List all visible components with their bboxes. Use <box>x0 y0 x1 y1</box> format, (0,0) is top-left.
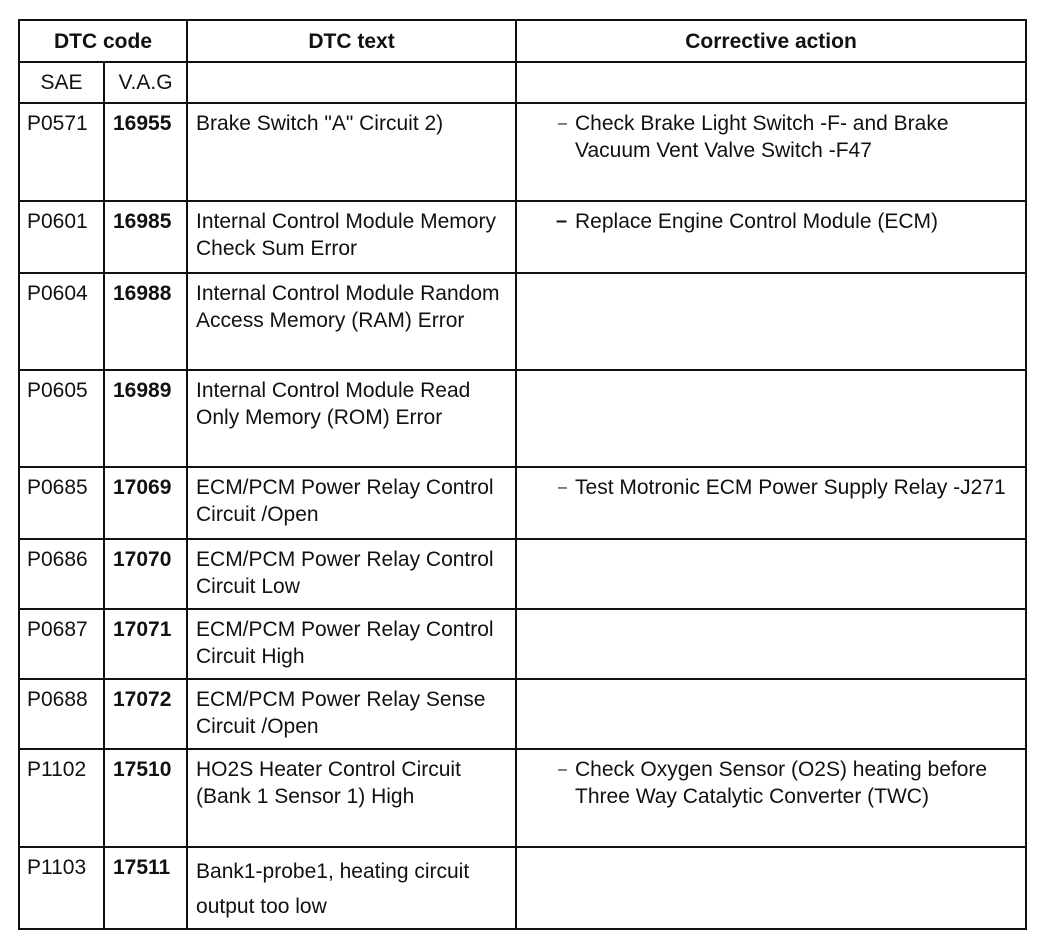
vag-code: 17071 <box>104 609 187 679</box>
dash-bullet-icon: – <box>556 210 568 232</box>
corrective-action <box>516 679 1026 749</box>
action-text: Replace Engine Control Module (ECM) <box>575 210 939 233</box>
vag-code: 17072 <box>104 679 187 749</box>
subheader-sae: SAE <box>19 62 104 103</box>
table-row <box>19 539 1026 609</box>
table-row <box>19 201 1026 273</box>
vag-code: 17070 <box>104 539 187 609</box>
action-text: Test Motronic ECM Power Supply Relay -J271 <box>575 476 1006 499</box>
action-item <box>558 110 1017 164</box>
dash-bullet-icon: – <box>558 761 567 778</box>
vag-code: 16989 <box>104 370 187 467</box>
corrective-action <box>516 370 1026 467</box>
sae-code: P0604 <box>19 273 104 370</box>
table-row <box>19 609 1026 679</box>
vag-code: 17511 <box>104 847 187 929</box>
corrective-action <box>516 201 1026 273</box>
sae-code: P0571 <box>19 103 104 201</box>
action-item <box>556 208 1017 235</box>
vag-code: 17510 <box>104 749 187 847</box>
header-dtc-code: DTC code <box>19 20 187 62</box>
dtc-text: Internal Control Module Memory Check Sum Error <box>187 201 516 273</box>
vag-code: 16985 <box>104 201 187 273</box>
dtc-text: Internal Control Module Read Only Memory (ROM) Error <box>187 370 516 467</box>
sae-code: P0688 <box>19 679 104 749</box>
table-row <box>19 847 1026 929</box>
dtc-text: ECM/PCM Power Relay Control Circuit High <box>187 609 516 679</box>
dtc-text: ECM/PCM Power Relay Control Circuit /Open <box>187 467 516 539</box>
dtc-table <box>18 19 1027 930</box>
table-row <box>19 467 1026 539</box>
subheader-empty-action <box>516 62 1026 103</box>
vag-code: 17069 <box>104 467 187 539</box>
corrective-action <box>516 467 1026 539</box>
dash-bullet-icon: – <box>558 115 567 132</box>
dtc-text: ECM/PCM Power Relay Control Circuit Low <box>187 539 516 609</box>
dtc-text: ECM/PCM Power Relay Sense Circuit /Open <box>187 679 516 749</box>
dtc-text: HO2S Heater Control Circuit (Bank 1 Sensor 1) High <box>187 749 516 847</box>
corrective-action <box>516 539 1026 609</box>
dtc-text: Bank1-probe1, heating circuit output too low <box>187 847 516 929</box>
sae-code: P0601 <box>19 201 104 273</box>
table-row <box>19 679 1026 749</box>
corrective-action <box>516 103 1026 201</box>
sae-code: P0605 <box>19 370 104 467</box>
subheader-vag: V.A.G <box>104 62 187 103</box>
table-row <box>19 749 1026 847</box>
dtc-text: Internal Control Module Random Access Memory (RAM) Error <box>187 273 516 370</box>
sae-code: P0687 <box>19 609 104 679</box>
subheader-empty-text <box>187 62 516 103</box>
corrective-action <box>516 609 1026 679</box>
action-text: Check Brake Light Switch -F- and Brake Vacuum Vent Valve Switch -F47 <box>575 112 949 162</box>
sae-code: P0686 <box>19 539 104 609</box>
action-item <box>558 756 1017 810</box>
table-row <box>19 370 1026 467</box>
header-row <box>19 20 1026 62</box>
vag-code: 16955 <box>104 103 187 201</box>
corrective-action <box>516 749 1026 847</box>
table-row <box>19 273 1026 370</box>
sae-code: P1103 <box>19 847 104 929</box>
sae-code: P0685 <box>19 467 104 539</box>
corrective-action <box>516 847 1026 929</box>
action-item <box>558 474 1017 501</box>
table-row <box>19 103 1026 201</box>
dash-bullet-icon: – <box>558 479 567 496</box>
action-text: Check Oxygen Sensor (O2S) heating before Three Way Catalytic Converter (TWC) <box>575 758 988 808</box>
vag-code: 16988 <box>104 273 187 370</box>
dtc-text: Brake Switch "A" Circuit 2) <box>187 103 516 201</box>
subheader-row <box>19 62 1026 103</box>
corrective-action <box>516 273 1026 370</box>
sae-code: P1102 <box>19 749 104 847</box>
header-dtc-text: DTC text <box>187 20 516 62</box>
header-corrective-action: Corrective action <box>516 20 1026 62</box>
